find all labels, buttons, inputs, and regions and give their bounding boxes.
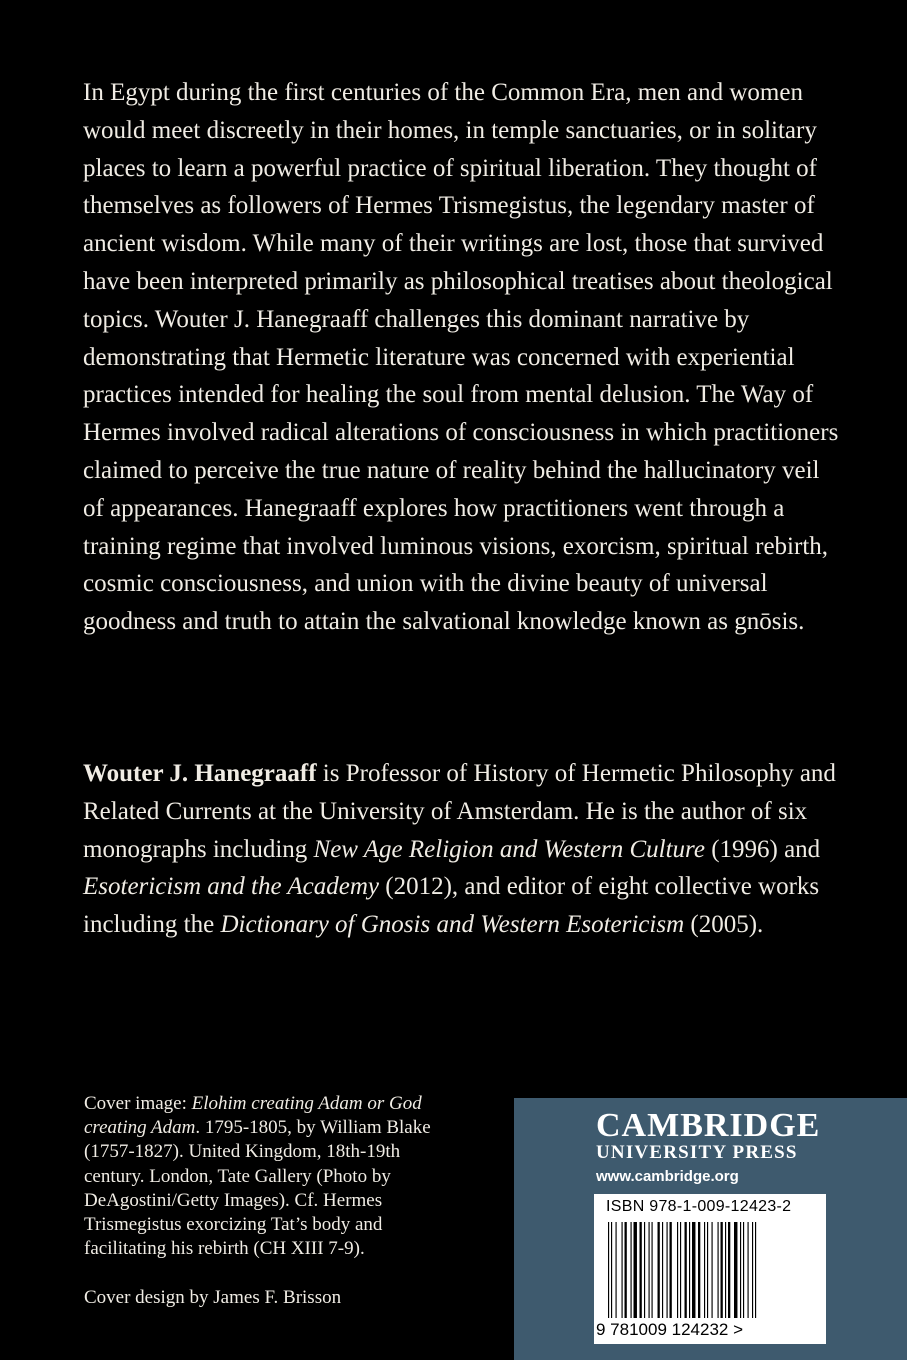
author-bio (83, 755, 843, 944)
barcode-bar (644, 1222, 645, 1318)
publisher-press: UNIVERSITY PRESS (596, 1142, 798, 1163)
credit-details: . 1795-1805, by William Blake (1757-1827). United Kingdom, 18th-19th century. London, Tate Gallery (Photo by DeAgostini/Getty Images). Cf. Hermes Trismegistus exorcizing Tat’s body and facilitating his rebirth (CH XIII 7-9). (84, 1117, 431, 1260)
barcode-bar (707, 1222, 708, 1318)
book-title-new-age-religion: New Age Religion and Western Culture (313, 835, 705, 863)
barcode-bar (752, 1222, 753, 1318)
barcode-bar (625, 1222, 627, 1318)
barcode-bar (712, 1222, 713, 1318)
barcode-bar (698, 1222, 700, 1318)
book-title-dictionary-gnosis: Dictionary of Gnosis and Western Esotericism (220, 911, 685, 939)
barcode-bar (616, 1222, 617, 1318)
publisher-panel (514, 1098, 907, 1360)
credit-prefix: Cover image: (84, 1093, 192, 1114)
barcode-bar (667, 1222, 668, 1318)
barcode-bar (725, 1222, 726, 1318)
barcode-bar (640, 1222, 642, 1318)
bio-text-3: (2012), and editor of eight collective works including the (83, 873, 820, 939)
publisher-name: CAMBRIDGE (596, 1107, 821, 1144)
barcode-bar (704, 1222, 705, 1318)
barcode-bar (680, 1222, 681, 1318)
barcode-bar (740, 1222, 741, 1318)
barcode-bar (649, 1222, 650, 1318)
barcode-bar (608, 1222, 609, 1318)
barcode-bar (692, 1222, 695, 1318)
barcode-bar (685, 1222, 687, 1318)
barcode-bar (631, 1222, 632, 1318)
barcode-bar (743, 1222, 744, 1318)
barcode-bar (652, 1222, 653, 1318)
bio-text-2: (1996) and (704, 835, 821, 863)
barcode-bar (677, 1222, 678, 1318)
bio-text-1: is Professor of History of Hermetic Philosophy and Related Currents at the University of Amsterdam. He is the author of six monographs including (83, 760, 836, 863)
book-description: In Egypt during the first centuries of the Common Era, men and women would meet discreetly in their homes, in temple sanctuaries, or in solitary places to learn a powerful practice of spiritual liberation. They thought of themselves as followers of Hermes Trismegistus, the legendary master of ancient wisdom. While many of their writings are lost, those that survived have been interpreted primarily as philosophical treatises about theological topics. Wouter J. Hanegraaff challenges this dominant narrative by demonstrating that Hermetic literature was concerned with experiential practices intended for healing the soul from mental delusion. The Way of Hermes involved radical alterations of consciousness in which practitioners claimed to perceive the true nature of reality behind the hallucinatory veil of appearances. Hanegraaff explores how practitioners went through a training regime that involved luminous visions, exorcism, spiritual rebirth, cosmic consciousness, and union with the divine beauty of universal goodness and truth to attain the salvational knowledge known as gnōsis. (83, 79, 839, 636)
book-title-esotericism-academy: Esotericism and the Academy (83, 873, 379, 901)
barcode-bar (622, 1222, 623, 1318)
author-name: Wouter J. Hanegraaff (83, 760, 317, 787)
isbn-text: ISBN 978-1-009-12423-2 (606, 1198, 792, 1215)
barcode-bar (689, 1222, 690, 1318)
artwork-title: Elohim creating Adam or God creating Adam (84, 1093, 422, 1139)
barcode-bar (718, 1222, 719, 1318)
barcode-bar (755, 1222, 756, 1318)
barcode-bar (670, 1222, 672, 1318)
barcode-bar (748, 1222, 749, 1318)
barcode-bar (662, 1222, 663, 1318)
barcode-label (594, 1194, 826, 1344)
cover-image-credit (84, 1092, 464, 1261)
barcode-bar (634, 1222, 637, 1318)
bio-text-4: (2005). (684, 911, 764, 939)
barcode-bar (611, 1222, 612, 1318)
barcode-digits: 9 781009 124232 > (596, 1320, 744, 1339)
publisher-url: www.cambridge.org (596, 1168, 739, 1185)
barcode-icon (606, 1222, 814, 1318)
barcode-bar (658, 1222, 660, 1318)
cover-design-credit: Cover design by James F. Brisson (84, 1287, 342, 1308)
barcode-bar (728, 1222, 730, 1318)
barcode-bar (721, 1222, 723, 1318)
barcode-bar (734, 1222, 737, 1318)
